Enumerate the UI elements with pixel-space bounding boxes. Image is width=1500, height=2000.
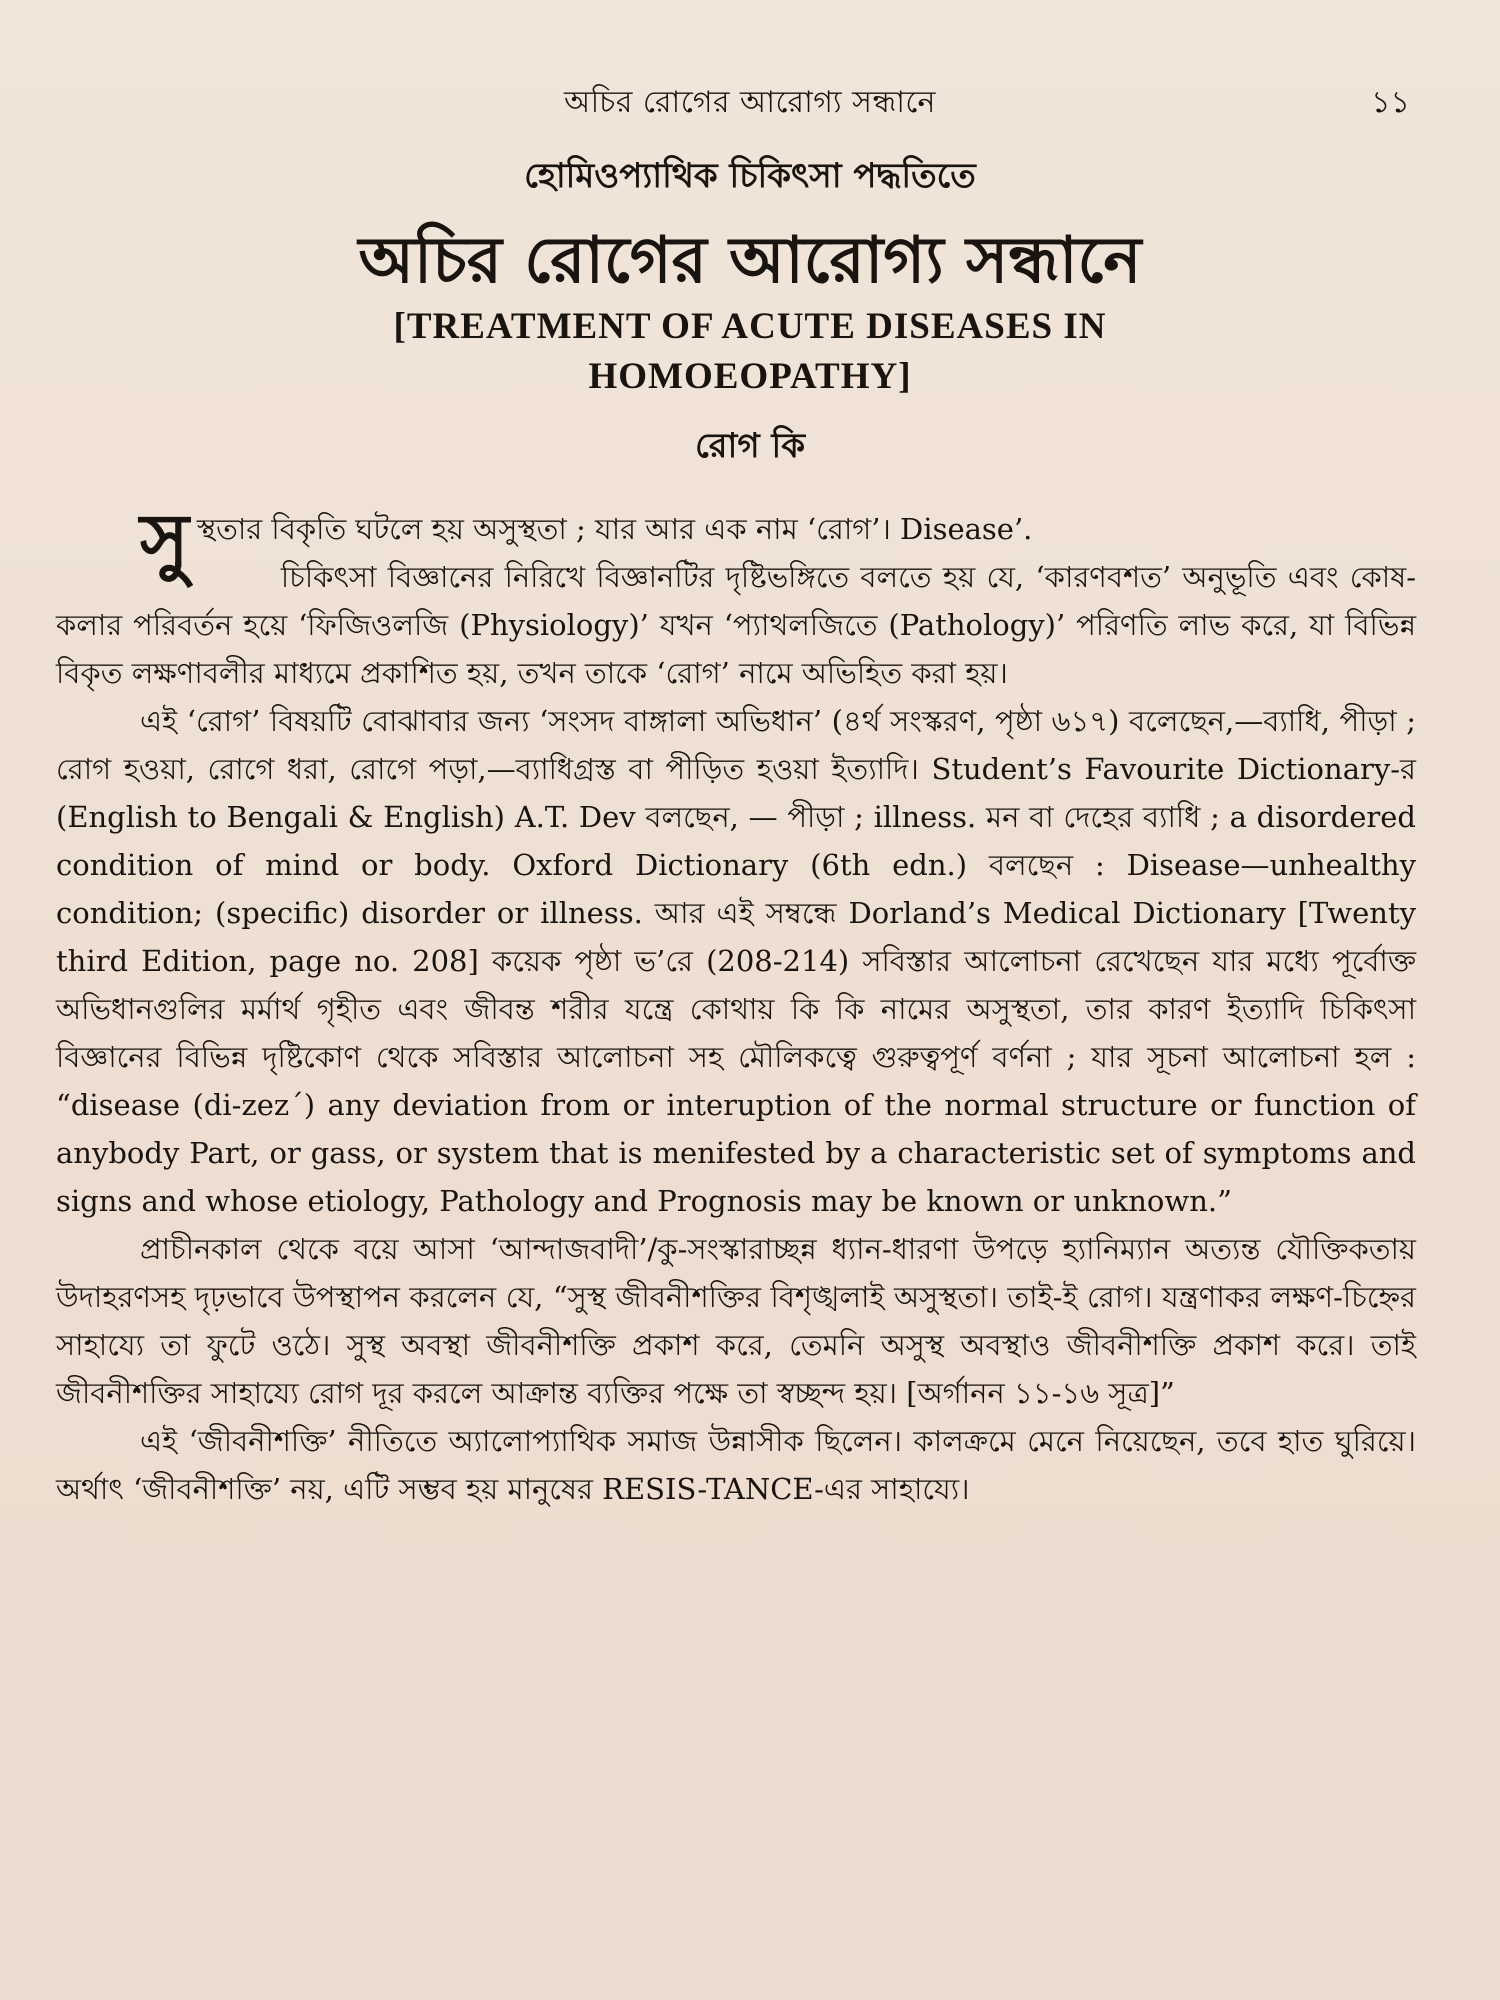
- english-title: [200, 302, 1300, 402]
- drop-cap: সু: [140, 498, 189, 584]
- paragraph-2: চিকিৎসা বিজ্ঞানের নিরিখে বিজ্ঞানটির দৃষ্টিভঙ্গিতে বলতে হয় যে, ‘কারণবশত’ অনুভূতি এবং কোষ-কলার পরিবর্তন হয়ে ‘ফিজিওলজি (Physiology)’ যখন ‘প্যাথলজিতে (Pathology)’ পরিণতি লাভ করে, যা বিভিন্ন বিকৃত লক্ষণাবলীর মাধ্যমে প্রকাশিত হয়, তখন তাকে ‘রোগ’ নামে অভিহিত করা হয়।: [56, 560, 1416, 690]
- body-text: [56, 498, 1416, 1513]
- chapter-title: অচির রোগের আরোগ্য সন্ধানে: [358, 224, 1142, 298]
- paragraph-3: এই ‘রোগ’ বিষয়টি বোঝাবার জন্য ‘সংসদ বাঙ্গালা অভিধান’ (৪র্থ সংস্করণ, পৃষ্ঠা ৬১৭) বলেছেন,—ব্যাধি, পীড়া ; রোগ হওয়া, রোগে ধরা, রোগে পড়া,—ব্যাধিগ্রস্ত বা পীড়িত হওয়া ইত্যাদি। Student’s Favourite Dictionary-র (English to Bengali & English) A.T. Dev বলছেন, — পীড়া ; illness. মন বা দেহের ব্যাধি ; a disordered condition of mind or body. Oxford Dictionary (6th edn.) বলছেন : Disease—unhealthy condition; (specific) disorder or illness. আর এই সম্বন্ধে Dorland’s Medical Dictionary [Twenty third Edition, page no. 208] কয়েক পৃষ্ঠা ভ’রে (208-214) সবিস্তার আলোচনা রেখেছেন যার মধ্যে পূর্বোক্ত অভিধানগুলির মর্মার্থ গৃহীত এবং জীবন্ত শরীর যন্ত্রে কোথায় কি কি নামের অসুস্থতা, তার কারণ ইত্যাদি চিকিৎসা বিজ্ঞানের বিভিন্ন দৃষ্টিকোণ থেকে সবিস্তার আলোচনা সহ মৌলিকত্বে গুরুত্বপূর্ণ বর্ণনা ; যার সূচনা আলোচনা হল : “disease (di-zez´) any deviation from or interuption of the normal structure or function of anybody Part, or gass, or system that is menifested by a characteristic set of symptoms and signs and whose etiology, Pathology and Prognosis may be known or unknown.”: [56, 704, 1416, 1218]
- paragraph-4: প্রাচীনকাল থেকে বয়ে আসা ‘আন্দাজবাদী’/কু-সংস্কারাচ্ছন্ন ধ্যান-ধারণা উপড়ে হ্যানিম্যান অত্যন্ত যৌক্তিকতায় উদাহরণসহ দৃঢ়ভাবে উপস্থাপন করলেন যে, “সুস্থ জীবনীশক্তির বিশৃঙ্খলাই অসুস্থতা। তাই-ই রোগ। যন্ত্রণাকর লক্ষণ-চিহ্নের সাহায্যে তা ফুটে ওঠে। সুস্থ অবস্থা জীবনীশক্তি প্রকাশ করে, তেমনি অসুস্থ অবস্থাও জীবনীশক্তি প্রকাশ করে। তাই জীবনীশক্তির সাহায্যে রোগ দূর করলে আক্রান্ত ব্যক্তির পক্ষে তা স্বচ্ছন্দ হয়। [অর্গানন ১১-১৬ সূত্র]”: [56, 1232, 1416, 1410]
- paragraph-5: এই ‘জীবনীশক্তি’ নীতিতে অ্যালোপ্যাথিক সমাজ উন্নাসীক ছিলেন। কালক্রমে মেনে নিয়েছেন, তবে হাত ঘুরিয়ে। অর্থাৎ ‘জীবনীশক্তি’ নয়, এটি সম্ভব হয় মানুষের RESIS-TANCE-এর সাহায্যে।: [56, 1424, 1416, 1506]
- english-title-line-2: HOMOEOPATHY]: [588, 356, 912, 397]
- paragraph-1-text: স্থতার বিকৃতি ঘটলে হয় অসুস্থতা ; যার আর এক নাম ‘রোগ’। Disease’.: [196, 512, 1033, 546]
- title-overline: হোমিওপ্যাথিক চিকিৎসা পদ্ধতিতে: [524, 156, 976, 196]
- page-number: ১১: [1371, 85, 1410, 120]
- running-head: অচির রোগের আরোগ্য সন্ধানে: [564, 85, 936, 120]
- paragraph-1: [56, 498, 1416, 584]
- english-title-line-1: [TREATMENT OF ACUTE DISEASES IN: [393, 306, 1107, 347]
- section-heading: রোগ কি: [695, 426, 805, 466]
